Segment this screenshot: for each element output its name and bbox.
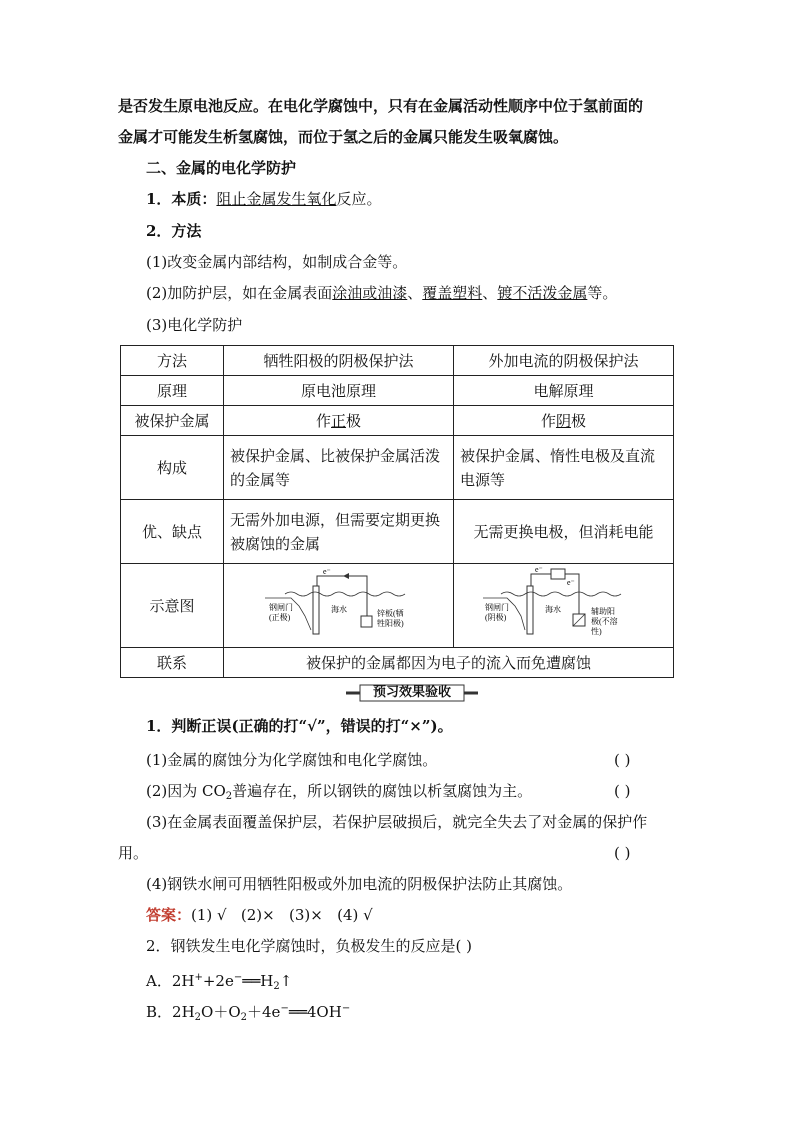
method-2-d: 覆盖塑料: [422, 284, 483, 302]
electron-label: e⁻: [322, 566, 331, 576]
option-b: [146, 998, 350, 1029]
protection-table: [120, 345, 674, 678]
option-text: ══4OH: [288, 1003, 342, 1021]
table-cell: 被保护的金属都因为电子的流入而免遭腐蚀: [224, 648, 674, 678]
table-row-composition-label: 构成: [121, 436, 224, 500]
cell-text-underlined: 阴: [555, 411, 571, 430]
method-2-e: 、: [482, 284, 498, 302]
table-cell: 无需更换电极，但消耗电能: [454, 500, 674, 564]
option-text: +2e: [202, 972, 234, 990]
table-cell: 被保护金属、比被保护金属活泼的金属等: [224, 436, 454, 500]
table-cell: 被保护金属、惰性电极及直流电源等: [454, 436, 674, 500]
cell-text: 极: [346, 411, 362, 430]
cell-text: 作: [540, 411, 556, 430]
option-a: [146, 967, 292, 998]
table-cell: [454, 406, 674, 436]
table-row-diagram-label: 示意图: [121, 564, 224, 648]
option-text: A．2H: [146, 972, 195, 990]
method-label: 2．方法: [146, 222, 202, 240]
water-label: 海水: [330, 604, 347, 614]
electron-label-2: e⁻: [566, 577, 575, 587]
superscript: −: [341, 1003, 351, 1014]
cell-text: 作: [315, 411, 331, 430]
table-row-protected-label: 被保护金属: [121, 406, 224, 436]
method-2-f: 镀不活泼金属: [497, 284, 588, 302]
table-header-method: 方法: [121, 346, 224, 376]
question-1-item-3-cont: 用。: [118, 844, 149, 862]
item-text: (2)因为 CO: [146, 782, 226, 800]
method-2: [146, 282, 617, 304]
table-cell: 原电池原理: [224, 376, 454, 406]
question-1-item-2: [146, 780, 532, 808]
answer-text: (1) √ (2)× (3)× (4) √: [191, 906, 373, 924]
impressed-current-diagram: [455, 566, 673, 646]
intro-line-2: 金属才可能发生析氢腐蚀，而位于氢之后的金属只能发生吸氧腐蚀。: [118, 128, 569, 146]
method-2-g: 等。: [587, 284, 618, 302]
anode-label-3: 性): [590, 626, 602, 636]
superscript: +: [194, 972, 203, 983]
question-1: 1．判断正误(正确的打“√”，错误的打“×”)。: [146, 717, 453, 735]
essence-text-b: 氧化: [306, 190, 337, 208]
answer-blank: ( ): [614, 782, 631, 800]
table-header-impressed: 外加电流的阴极保护法: [454, 346, 674, 376]
option-text: O＋O: [201, 1003, 241, 1021]
diagram-impressed: [454, 564, 674, 648]
table-row-link-label: 联系: [121, 648, 224, 678]
question-2: 2．钢铁发生电化学腐蚀时，负极发生的反应是( ): [146, 937, 473, 955]
section-banner: [346, 684, 478, 702]
table-cell: 电解原理: [454, 376, 674, 406]
subscript: 2: [273, 981, 280, 992]
table-cell: [224, 406, 454, 436]
anode-label-2: 极(不溶: [590, 616, 618, 626]
essence-label: 1．本质：: [146, 190, 217, 208]
cell-text: 极: [571, 411, 587, 430]
gate-role-label: (阴极): [484, 612, 506, 622]
section-heading: 二、金属的电化学防护: [146, 159, 297, 177]
water-label: 海水: [544, 604, 561, 614]
method-2-b: 涂油或油漆: [332, 284, 408, 302]
answer-line: [146, 904, 373, 926]
question-1-item-3: (3)在金属表面覆盖保护层，若保护层破损后，就完全失去了对金属的保护作: [146, 813, 648, 831]
table-row-principle-label: 原理: [121, 376, 224, 406]
method-2-c: 、: [407, 284, 423, 302]
essence-text-c: 反应。: [336, 190, 382, 208]
essence-text-a: 阻止金属发生: [216, 190, 307, 208]
cell-text-underlined: 正: [331, 411, 347, 430]
question-1-item-1: (1)金属的腐蚀分为化学腐蚀和电化学腐蚀。: [146, 751, 438, 769]
sacrificial-anode-diagram: [225, 566, 453, 646]
option-text: ══H: [242, 972, 274, 990]
question-1-item-4: (4)钢铁水闸可用牺牲阳极或外加电流的阴极保护法防止其腐蚀。: [146, 875, 573, 893]
anode-label-2: 牲阳极): [376, 618, 404, 628]
option-text: ＋4e: [247, 1003, 281, 1021]
essence-line: [146, 188, 381, 210]
gate-role-label: (正极): [268, 612, 290, 622]
gate-label: 钢闸门: [268, 602, 293, 612]
answer-blank: ( ): [614, 844, 631, 862]
superscript: −: [233, 972, 243, 983]
diagram-sacrificial: [224, 564, 454, 648]
item-text: 普遍存在，所以钢铁的腐蚀以析氢腐蚀为主。: [232, 782, 533, 800]
anode-label-1: 锌板(牺: [376, 608, 404, 618]
superscript: −: [280, 1003, 289, 1014]
method-1: (1)改变金属内部结构，如制成合金等。: [146, 253, 408, 271]
gate-label: 钢闸门: [484, 602, 509, 612]
anode-label-1: 辅助阳: [590, 606, 615, 616]
subscript: 2: [240, 1012, 248, 1023]
option-text: ↑: [279, 972, 293, 990]
answer-blank: ( ): [614, 751, 631, 769]
option-text: B．2H: [146, 1003, 195, 1021]
method-3: (3)电化学防护: [146, 316, 243, 334]
electron-label: e⁻: [534, 565, 543, 574]
method-2-a: (2)加防护层，如在金属表面: [146, 284, 333, 302]
banner-title: 预习效果验收: [372, 685, 451, 700]
subscript: 2: [225, 791, 233, 802]
table-header-sacrificial: 牺牲阳极的阴极保护法: [224, 346, 454, 376]
table-cell: 无需外加电源，但需要定期更换被腐蚀的金属: [224, 500, 454, 564]
subscript: 2: [194, 1012, 202, 1023]
answer-label: 答案：: [146, 906, 192, 924]
table-row-proscons-label: 优、缺点: [121, 500, 224, 564]
intro-line-1: 是否发生原电池反应。在电化学腐蚀中，只有在金属活动性顺序中位于氢前面的: [118, 97, 644, 115]
